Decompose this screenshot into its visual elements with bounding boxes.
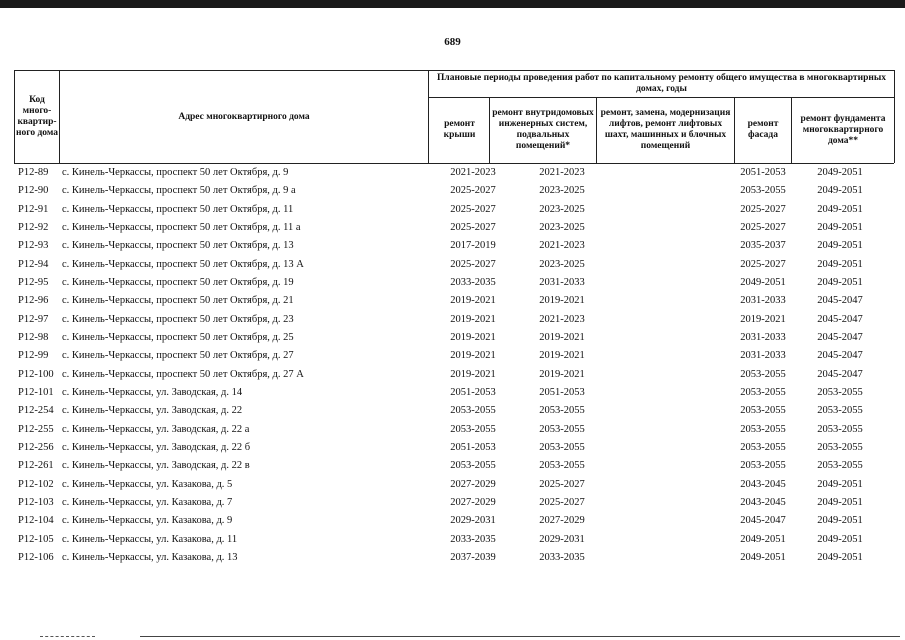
cell-code: Р12-104 (18, 515, 54, 527)
cell-systems: 2021-2023 (539, 240, 585, 252)
cell-address: с. Кинель-Черкассы, ул. Заводская, д. 22 а (62, 423, 250, 435)
cell-systems: 2053-2055 (539, 405, 585, 417)
cell-address: с. Кинель-Черкассы, проспект 50 лет Октября, д. 9 (62, 167, 289, 178)
cell-systems: 2019-2021 (539, 331, 585, 343)
cell-address: с. Кинель-Черкассы, ул. Заводская, д. 22 б (62, 441, 251, 453)
cell-code: Р12-100 (18, 368, 54, 380)
table-row (14, 439, 894, 457)
table-row (14, 329, 894, 347)
page-number: 689 (444, 36, 461, 48)
table-row (14, 256, 894, 274)
table-row (14, 476, 894, 494)
cell-roof: 2053-2055 (450, 423, 496, 435)
cell-facade: 2025-2027 (740, 258, 786, 270)
cell-facade: 2031-2033 (740, 295, 786, 307)
cell-foundation: 2045-2047 (817, 331, 863, 343)
table-row (14, 494, 894, 512)
cell-roof: 2029-2031 (450, 515, 496, 527)
cell-code: Р12-96 (18, 295, 49, 307)
cell-foundation: 2053-2055 (817, 423, 863, 435)
cell-systems: 2053-2055 (539, 460, 585, 472)
cell-code: Р12-89 (18, 167, 49, 178)
cell-foundation: 2049-2051 (817, 167, 863, 178)
cell-foundation: 2053-2055 (817, 460, 863, 472)
cell-roof: 2037-2039 (450, 551, 496, 563)
cell-address: с. Кинель-Черкассы, проспект 50 лет Октября, д. 27 А (62, 368, 304, 380)
cell-facade: 2043-2045 (740, 478, 786, 490)
cell-systems: 2023-2025 (539, 203, 585, 215)
cell-roof: 2053-2055 (450, 405, 496, 417)
cell-systems: 2023-2025 (539, 185, 585, 197)
cell-foundation: 2049-2051 (817, 515, 863, 527)
table-row (14, 292, 894, 310)
cell-code: Р12-261 (18, 460, 54, 472)
cell-systems: 2023-2025 (539, 258, 585, 270)
cell-roof: 2019-2021 (450, 331, 496, 343)
cell-systems: 2053-2055 (539, 423, 585, 435)
cell-code: Р12-99 (18, 350, 49, 362)
cell-foundation: 2053-2055 (817, 441, 863, 453)
cell-systems: 2031-2033 (539, 276, 585, 288)
cell-foundation: 2053-2055 (817, 405, 863, 417)
cell-code: Р12-254 (18, 405, 54, 417)
header-code: Код много-квартир-ного дома (16, 95, 58, 138)
cell-systems: 2021-2023 (539, 313, 585, 325)
table-row (14, 182, 894, 200)
cell-address: с. Кинель-Черкассы, проспект 50 лет Октября, д. 13 (62, 240, 294, 252)
cell-foundation: 2049-2051 (817, 203, 863, 215)
cell-address: с. Кинель-Черкассы, проспект 50 лет Октября, д. 27 (62, 350, 294, 362)
cell-address: с. Кинель-Черкассы, проспект 50 лет Октября, д. 23 (62, 313, 294, 325)
cell-facade: 2051-2053 (740, 167, 786, 178)
cell-code: Р12-92 (18, 221, 49, 233)
cell-address: с. Кинель-Черкассы, ул. Казакова, д. 5 (62, 478, 233, 490)
cell-roof: 2017-2019 (450, 240, 496, 252)
table-row (14, 237, 894, 255)
top-border-bar (0, 0, 905, 8)
cell-foundation: 2049-2051 (817, 258, 863, 270)
cell-systems: 2019-2021 (539, 295, 585, 307)
cell-roof: 2021-2023 (450, 167, 496, 178)
cell-roof: 2033-2035 (450, 533, 496, 545)
cell-address: с. Кинель-Черкассы, проспект 50 лет Октября, д. 21 (62, 295, 294, 307)
table-row (14, 311, 894, 329)
cell-code: Р12-105 (18, 533, 54, 545)
cell-systems: 2025-2027 (539, 496, 585, 508)
cell-facade: 2049-2051 (740, 551, 786, 563)
cell-facade: 2019-2021 (740, 313, 786, 325)
cell-roof: 2053-2055 (450, 460, 496, 472)
cell-facade: 2025-2027 (740, 221, 786, 233)
cell-facade: 2053-2055 (740, 405, 786, 417)
cell-foundation: 2053-2055 (817, 386, 863, 398)
cell-facade: 2035-2037 (740, 240, 786, 252)
cell-address: с. Кинель-Черкассы, проспект 50 лет Октября, д. 25 (62, 331, 294, 343)
cell-address: с. Кинель-Черкассы, ул. Казакова, д. 13 (62, 551, 238, 563)
cell-systems: 2029-2031 (539, 533, 585, 545)
cell-foundation: 2049-2051 (817, 221, 863, 233)
cell-address: с. Кинель-Черкассы, ул. Заводская, д. 14 (62, 386, 243, 398)
cell-facade: 2049-2051 (740, 276, 786, 288)
cell-roof: 2019-2021 (450, 368, 496, 380)
cell-facade: 2025-2027 (740, 203, 786, 215)
cell-code: Р12-93 (18, 240, 49, 252)
cell-code: Р12-91 (18, 203, 49, 215)
table-row (14, 366, 894, 384)
cell-roof: 2025-2027 (450, 258, 496, 270)
cell-foundation: 2049-2051 (817, 240, 863, 252)
table-row (14, 457, 894, 475)
header-address: Адрес многоквартирного дома (178, 111, 310, 122)
cell-foundation: 2045-2047 (817, 295, 863, 307)
cell-facade: 2031-2033 (740, 331, 786, 343)
table-row (14, 347, 894, 365)
header-systems: ремонт внутридомовых инженерных систем, подвальных помещений* (492, 108, 594, 151)
cell-foundation: 2045-2047 (817, 313, 863, 325)
cell-facade: 2049-2051 (740, 533, 786, 545)
cell-code: Р12-102 (18, 478, 54, 490)
header-lifts: ремонт, замена, модернизация лифтов, ремонт лифтовых шахт, машинных и блочных помещений (600, 108, 731, 151)
cell-address: с. Кинель-Черкассы, проспект 50 лет Октября, д. 9 а (62, 185, 296, 197)
cell-systems: 2019-2021 (539, 350, 585, 362)
table-row (14, 219, 894, 237)
cell-systems: 2025-2027 (539, 478, 585, 490)
cell-code: Р12-98 (18, 331, 49, 343)
cell-roof: 2025-2027 (450, 221, 496, 233)
cell-roof: 2027-2029 (450, 496, 496, 508)
table-row (14, 274, 894, 292)
cell-roof: 2025-2027 (450, 185, 496, 197)
cell-facade: 2053-2055 (740, 423, 786, 435)
cell-address: с. Кинель-Черкассы, проспект 50 лет Октября, д. 11 а (62, 221, 301, 233)
table-row (14, 164, 894, 182)
cell-foundation: 2049-2051 (817, 496, 863, 508)
cell-roof: 2051-2053 (450, 386, 496, 398)
cell-systems: 2027-2029 (539, 515, 585, 527)
cell-code: Р12-97 (18, 313, 49, 325)
cell-roof: 2027-2029 (450, 478, 496, 490)
footer-dashed-rule (40, 636, 95, 637)
table-right-rule (894, 70, 895, 163)
cell-facade: 2053-2055 (740, 441, 786, 453)
cell-code: Р12-256 (18, 441, 54, 453)
cell-roof: 2051-2053 (450, 441, 496, 453)
cell-address: с. Кинель-Черкассы, ул. Казакова, д. 11 (62, 533, 238, 545)
cell-systems: 2021-2023 (539, 167, 585, 178)
cell-address: с. Кинель-Черкассы, проспект 50 лет Октября, д. 11 (62, 203, 294, 215)
cell-roof: 2019-2021 (450, 313, 496, 325)
cell-code: Р12-103 (18, 496, 54, 508)
cell-address: с. Кинель-Черкассы, проспект 50 лет Октября, д. 19 (62, 276, 294, 288)
header-roof: ремонт крыши (443, 119, 476, 140)
cell-address: с. Кинель-Черкассы, ул. Заводская, д. 22 (62, 405, 243, 417)
cell-code: Р12-106 (18, 551, 54, 563)
cell-roof: 2019-2021 (450, 295, 496, 307)
cell-address: с. Кинель-Черкассы, ул. Казакова, д. 7 (62, 496, 233, 508)
cell-facade: 2043-2045 (740, 496, 786, 508)
cell-code: Р12-90 (18, 185, 49, 197)
table-row (14, 549, 894, 567)
cell-systems: 2051-2053 (539, 386, 585, 398)
header-periods: Плановые периоды проведения работ по капитальному ремонту общего имущества в многоквартирных домах, годы (437, 73, 886, 94)
cell-facade: 2045-2047 (740, 515, 786, 527)
cell-systems: 2053-2055 (539, 441, 585, 453)
cell-roof: 2025-2027 (450, 203, 496, 215)
cell-code: Р12-255 (18, 423, 54, 435)
cell-facade: 2053-2055 (740, 368, 786, 380)
cell-foundation: 2049-2051 (817, 185, 863, 197)
table-row (14, 201, 894, 219)
cell-facade: 2031-2033 (740, 350, 786, 362)
cell-systems: 2019-2021 (539, 368, 585, 380)
cell-foundation: 2049-2051 (817, 276, 863, 288)
cell-code: Р12-95 (18, 276, 49, 288)
cell-systems: 2023-2025 (539, 221, 585, 233)
cell-facade: 2053-2055 (740, 185, 786, 197)
cell-code: Р12-101 (18, 386, 54, 398)
cell-address: с. Кинель-Черкассы, ул. Казакова, д. 9 (62, 515, 233, 527)
cell-code: Р12-94 (18, 258, 49, 270)
table-row (14, 512, 894, 530)
table-body (14, 164, 894, 567)
header-facade: ремонт фасада (747, 119, 779, 140)
cell-foundation: 2049-2051 (817, 478, 863, 490)
cell-address: с. Кинель-Черкассы, ул. Заводская, д. 22 в (62, 460, 250, 472)
cell-roof: 2019-2021 (450, 350, 496, 362)
table-row (14, 421, 894, 439)
cell-roof: 2033-2035 (450, 276, 496, 288)
cell-foundation: 2045-2047 (817, 368, 863, 380)
cell-facade: 2053-2055 (740, 386, 786, 398)
cell-facade: 2053-2055 (740, 460, 786, 472)
header-foundation: ремонт фундамента многоквартирного дома** (800, 113, 886, 146)
footer-rule (140, 636, 900, 637)
table-row (14, 384, 894, 402)
cell-foundation: 2045-2047 (817, 350, 863, 362)
cell-systems: 2033-2035 (539, 551, 585, 563)
cell-foundation: 2049-2051 (817, 551, 863, 563)
table-row (14, 531, 894, 549)
cell-foundation: 2049-2051 (817, 533, 863, 545)
table-row (14, 402, 894, 420)
cell-address: с. Кинель-Черкассы, проспект 50 лет Октября, д. 13 А (62, 258, 304, 270)
